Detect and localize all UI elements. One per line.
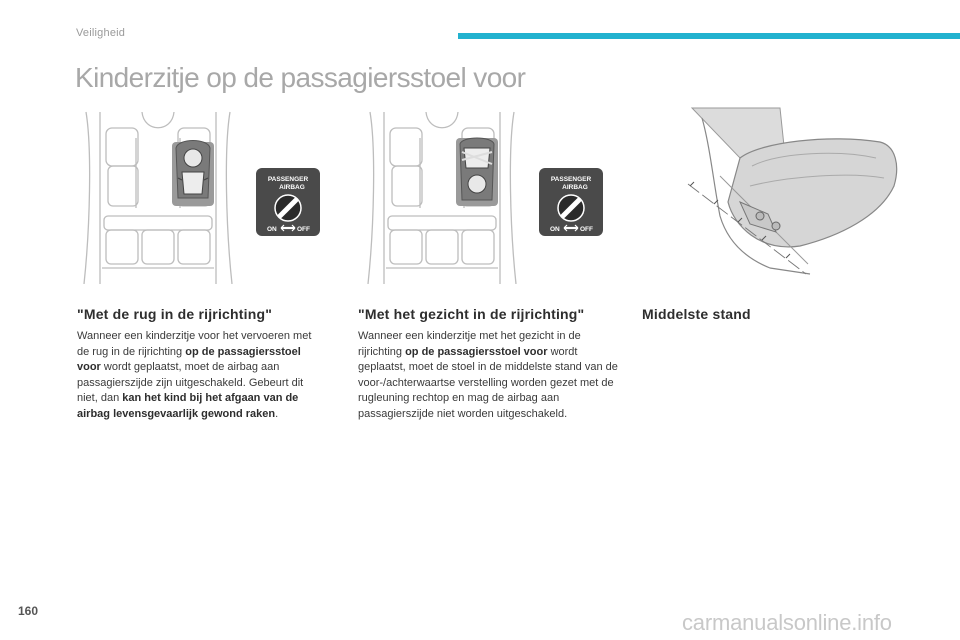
body-text: . <box>275 407 279 420</box>
badge-off-label: OFF <box>580 226 593 233</box>
page-title: Kinderzitje op de passagiersstoel voor <box>75 62 526 93</box>
badge-line1: PASSENGER <box>267 176 309 183</box>
rear-facing-body <box>77 329 315 422</box>
body-text: wordt geplaatst, moet de airbag aan passagierszijde zijn uitgeschakeld. Gebeurt dit niet, dan <box>77 361 304 404</box>
middle-position-heading: Middelste stand <box>642 306 751 322</box>
body-text: wordt geplaatst, moet de stoel in de middelste stand van de voor-/achterwaartse verstelling worden gezet met de rugleuning rechtop en mag de airbag aan passagierszijde niet worden uitgeschakeld. <box>358 345 618 420</box>
seat-middle-position-illustration <box>680 106 902 278</box>
badge-off-label: OFF <box>297 226 310 233</box>
badge-line1: PASSENGER <box>550 176 592 183</box>
rear-facing-seat-illustration <box>78 108 238 284</box>
body-text: Wanneer een kinderzitje voor het vervoeren met de rug in de rijrichting <box>77 330 312 358</box>
badge-line2: AIRBAG <box>279 184 305 191</box>
passenger-airbag-badge-off <box>255 167 321 237</box>
watermark: carmanualsonline.info <box>682 610 892 635</box>
header-accent-bar <box>458 33 960 39</box>
forward-facing-heading: "Met het gezicht in de rijrichting" <box>358 306 585 322</box>
section-label: Veiligheid <box>76 27 126 39</box>
emphasis-text: op de passagiersstoel voor <box>405 345 548 358</box>
emphasis-text: kan het kind bij het afgaan van de airbag levensgevaarlijk gewond raken <box>77 392 299 420</box>
emphasis-text: op de passagiersstoel voor <box>77 345 301 373</box>
badge-on-label: ON <box>550 226 560 233</box>
forward-facing-body <box>358 329 624 422</box>
body-text: Wanneer een kinderzitje met het gezicht in de rijrichting <box>358 330 581 358</box>
forward-facing-seat-illustration <box>362 108 522 284</box>
badge-line2: AIRBAG <box>562 184 588 191</box>
page-number: 160 <box>18 604 39 618</box>
rear-facing-heading: "Met de rug in de rijrichting" <box>77 306 273 322</box>
passenger-airbag-badge-on <box>538 167 604 237</box>
badge-on-label: ON <box>267 226 277 233</box>
